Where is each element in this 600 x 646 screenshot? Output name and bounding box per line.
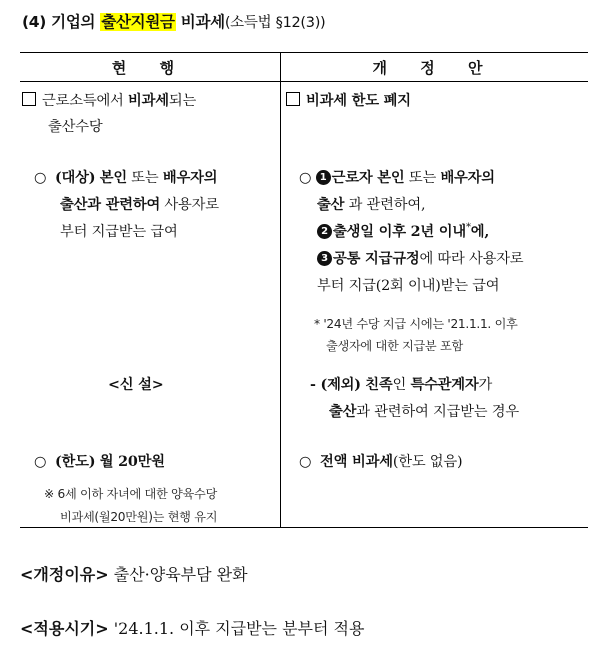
current-box-line1: 근로소득에서 비과세되는 — [22, 90, 196, 110]
bullet-icon: ○ — [299, 170, 312, 186]
proposed-line2: 출산 과 관련하여, — [317, 197, 426, 213]
circled-number-2-icon: 2 — [317, 224, 332, 239]
proposed-exclusion-line1: - (제외) 친족인 특수관계자가 — [310, 377, 493, 393]
current-target-line3: 부터 지급받는 급여 — [60, 224, 178, 240]
title-highlight: 출산지원금 — [101, 13, 175, 31]
column-divider — [280, 53, 281, 527]
current-note-line2: 비과세(월20만원)는 현행 유지 — [60, 510, 218, 524]
header-divider — [20, 81, 588, 82]
title-prefix: 기업의 — [51, 13, 96, 31]
comparison-table — [20, 52, 588, 528]
proposed-exclusion-line2: 출산과 관련하여 지급받는 경우 — [329, 404, 519, 420]
bullet-icon: ○ — [299, 454, 312, 470]
circled-number-1-icon: 1 — [316, 170, 331, 185]
checkbox-square-icon — [22, 92, 36, 106]
title-suffix: 비과세 — [180, 13, 225, 31]
checkbox-square-icon — [286, 92, 300, 106]
section-number: (4) — [22, 13, 47, 31]
law-reference: (소득법 §12(3)) — [224, 15, 326, 31]
reason-text: 출산·양육부담 완화 — [113, 565, 248, 584]
header-current: 현 행 — [111, 59, 189, 77]
proposed-line3: 2 출생일 이후 2년 이내*에, — [317, 221, 489, 241]
bullet-icon: ○ — [34, 454, 47, 470]
proposed-box-line: 비과세 한도 폐지 — [286, 90, 411, 110]
header-proposed: 개 정 안 — [372, 59, 497, 77]
current-limit: ○ (한도) 월 20만원 — [34, 454, 165, 470]
apply-label: <적용시기> — [20, 619, 109, 638]
bullet-icon: ○ — [34, 170, 47, 186]
amendment-reason — [20, 562, 248, 585]
current-target-line2: 출산과 관련하여 사용자로 — [60, 197, 219, 213]
section-title — [22, 10, 325, 32]
proposed-footnote-line1: * '24년 수당 지급 시에는 '21.1.1. 이후 — [314, 317, 518, 331]
proposed-line5: 부터 지급(2회 이내)받는 급여 — [317, 278, 500, 294]
current-box-line2: 출산수당 — [48, 119, 103, 135]
proposed-footnote-line2: 출생자에 대한 지급분 포함 — [326, 339, 463, 353]
current-target-line1: ○ (대상) 본인 또는 배우자의 — [34, 170, 218, 186]
reason-label: <개정이유> — [20, 565, 109, 584]
proposed-full-exemption: ○ 전액 비과세(한도 없음) — [299, 454, 463, 470]
proposed-line4: 3 공통 지급규정에 따라 사용자로 — [317, 248, 523, 268]
current-note-line1: ※ 6세 이하 자녀에 대한 양육수당 — [44, 487, 217, 501]
proposed-line1: ○ 1 근로자 본인 또는 배우자의 — [299, 170, 495, 186]
current-new-provision: <신 설> — [108, 377, 164, 393]
effective-date — [20, 616, 364, 639]
apply-text: '24.1.1. 이후 지급받는 분부터 적용 — [113, 619, 365, 638]
circled-number-3-icon: 3 — [317, 251, 332, 266]
